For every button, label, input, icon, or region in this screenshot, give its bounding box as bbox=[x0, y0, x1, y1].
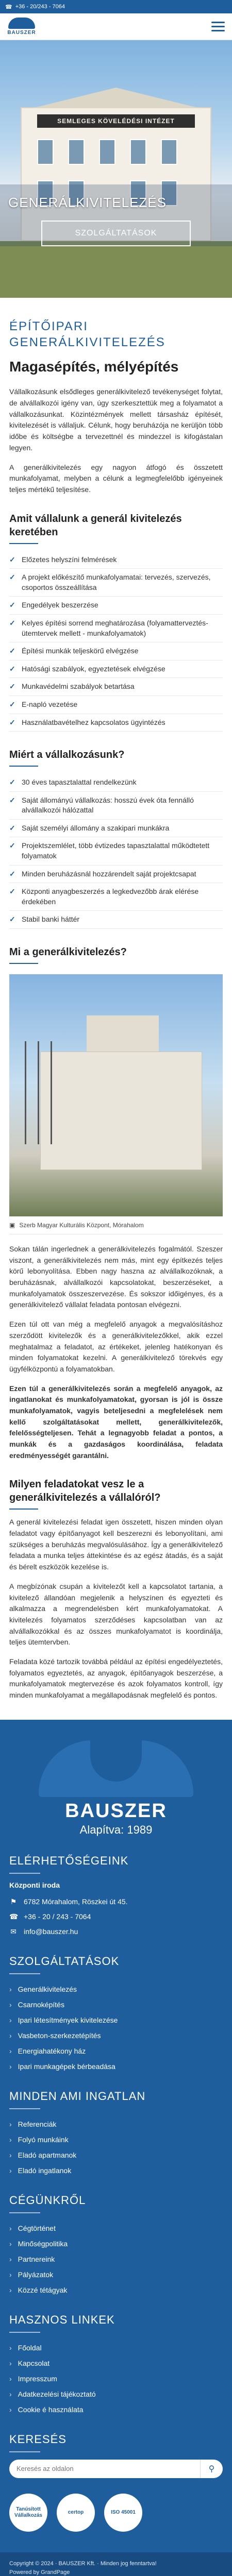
links-heading: HASZNOS LINKEK bbox=[9, 2313, 115, 2326]
camera-icon: ▣ bbox=[9, 1222, 15, 1229]
developer-credit[interactable]: Powered by GrandPage bbox=[9, 2569, 70, 2576]
what-paragraph-3: Ezen túl a generálkivitelezés során a megfelelő anyagok, az ingatlanokat és munkafolyamatokat, gyorsan is jól is össze munkafolyamatok, vagyis beteljesedni a megfelelések nem kellő szolgáltatásokat mellett, generálkivitelezők, felelősségteljesen. Tehát a legnagyobb feladat a pontos, a munkák és a gazdaságos koordinálása, feladata eredményességét garantálni. bbox=[9, 1384, 223, 1460]
footer-link[interactable]: › Ipari munkagépek bérbeadása bbox=[9, 2062, 115, 2071]
list-item: ✓ Kelyes építési sorrend meghatározása (folyamatterveztés-ütemtervek mellett - munkafolyamatok) bbox=[9, 615, 223, 642]
search-input[interactable] bbox=[9, 2460, 200, 2478]
footer-link[interactable]: › Cégtörténet bbox=[9, 2224, 56, 2232]
phone-icon: ☎ bbox=[5, 4, 12, 10]
arrow-icon: › bbox=[9, 2405, 12, 2414]
check-icon: ✓ bbox=[9, 915, 15, 924]
section-eyebrow: ÉPÍTŐIPARI GENERÁLKIVITELEZÉS bbox=[9, 319, 165, 350]
list-item: ✓ Saját állományú vállalkozás: hosszú évek óta fennálló alvállalkozói hálózattal bbox=[9, 792, 223, 820]
arrow-icon: › bbox=[9, 2374, 12, 2383]
section-heading-tasks: Milyen feladatokat vesz le a generálkivitelezés a vállalóról? bbox=[9, 1478, 223, 1510]
search-form bbox=[9, 2460, 223, 2478]
list-item: ✓ Központi anyagbeszerzés a legkedvezőbb árak elérése érdekében bbox=[9, 883, 223, 911]
logo-mark bbox=[8, 18, 35, 29]
page-title: Magasépítés, mélyépítés bbox=[9, 359, 179, 375]
envelope-icon: ✉ bbox=[10, 1927, 16, 1936]
footer-logo-since: Alapítva: 1989 bbox=[79, 1823, 153, 1836]
arrow-icon: › bbox=[9, 2166, 12, 2175]
why-list bbox=[9, 774, 223, 929]
footer-link[interactable]: › Impresszum bbox=[9, 2374, 57, 2383]
check-icon: ✓ bbox=[9, 823, 15, 832]
copyright-text: Copyright © 2024 · BAUSZER Kft. · Minden jog fenntartva! bbox=[9, 2560, 157, 2567]
main-content bbox=[0, 298, 232, 1720]
list-item: ✓ Használatbavételhez kapcsolatos ügyintézés bbox=[9, 714, 223, 732]
hamburger-menu-icon[interactable] bbox=[211, 22, 225, 31]
footer-link[interactable]: › Minőségpolitika bbox=[9, 2239, 68, 2248]
logo-text: BAUSZER bbox=[7, 30, 36, 36]
location-icon: ⚑ bbox=[10, 1897, 17, 1906]
building-sign: SEMLEGES KÖVELÉDÉSI INTÉZET bbox=[37, 114, 195, 128]
services-links bbox=[9, 1981, 223, 2074]
arrow-icon: › bbox=[9, 2343, 12, 2352]
intro-paragraph-1: Vállalkozásunk elsődleges generálkivitelező tevékenységet folytat, de alvállalkozói igény van, úgy szerkesztettük meg a folyamatot a vállalkozásunkat. Közintézmények mellett társasház építését, kivitelezését is vállaljuk. Célunk, hogy beruházója ne kerüljön több időbe és költségbe a tervezettnél és mindezzel is kifogástalan legyen. bbox=[9, 387, 223, 452]
office-label: Központi iroda bbox=[9, 1880, 60, 1889]
scope-list bbox=[9, 551, 223, 732]
arrow-icon: › bbox=[9, 2389, 12, 2398]
topbar-phone[interactable]: +36 - 20/243 - 7064 bbox=[15, 4, 65, 10]
list-item: ✓ Hatósági szabályok, egyeztetések elvégzése bbox=[9, 660, 223, 679]
check-icon: ✓ bbox=[9, 618, 15, 627]
photo-caption: ▣ Szerb Magyar Kulturális Központ, Mórahalom bbox=[9, 1216, 223, 1234]
footer-link[interactable]: › Csarnoképítés bbox=[9, 2000, 64, 2009]
footer-link[interactable]: › Adatkezelési tájékoztató bbox=[9, 2389, 96, 2398]
footer bbox=[0, 1720, 232, 2552]
list-item: ✓ 30 éves tapasztalattal rendelkezünk bbox=[9, 774, 223, 792]
copyright-bar bbox=[0, 2552, 232, 2576]
certified-company-badge: Tanúsított Vállalkozás bbox=[9, 2494, 47, 2532]
certificates bbox=[9, 2494, 223, 2532]
realestate-heading: MINDEN AMI INGATLAN bbox=[9, 2089, 146, 2103]
footer-link[interactable]: › Energiahatékony ház bbox=[9, 2046, 86, 2055]
arrow-icon: › bbox=[9, 2285, 12, 2294]
section-heading-scope: Amit vállalunk a generál kivitelezés keretében bbox=[9, 512, 223, 544]
footer-link[interactable]: › Folyó munkáink bbox=[9, 2135, 69, 2144]
navbar bbox=[0, 13, 232, 40]
what-paragraph-1: Sokan tálán ingerlednek a generálkivitelezés fogalmától. Szeszer viszont, a generálkivitelezés nem más, mint egy építkezés teljes körű lebonyolítása. Ebben nagy haszna az alvállalkozóknak, a beruházásnak, alvállalkozói kapcsolatokat, beszerzéseket, a munkafolyamatok összeszervezése. És sokszor időigényes, és a generálkivitelező vállalat feladata pontosan elvégezni. bbox=[9, 1245, 223, 1309]
hero-title: GENERÁLKIVITELEZÉS bbox=[8, 195, 167, 210]
check-icon: ✓ bbox=[9, 778, 15, 787]
footer-link[interactable]: › Referenciák bbox=[9, 2120, 57, 2128]
footer-logo-name: BAUSZER bbox=[65, 1800, 167, 1822]
list-item: ✓ Minden beruházásnál hozzárendelt saját projektcsapat bbox=[9, 866, 223, 884]
footer-link[interactable]: › Közzé tétágyak bbox=[9, 2285, 68, 2294]
list-item: ✓ Előzetes helyszíni felmérések bbox=[9, 551, 223, 569]
what-paragraph-2: Ezen túl ott van még a megfelelő anyagok a megvalósításhoz szerződött kivitelezők és a generálkivitelezőkkel, akik ezzel meghatalmaz a feladatot, az értékeket, jelenleg hatékonyan és minden folyamatokat kezelni. A generálkivitelező törekvés egy ügyfélközpontú a folyamatokban. bbox=[9, 1320, 223, 1373]
arrow-icon: › bbox=[9, 2270, 12, 2279]
footer-link[interactable]: › Eladó ingatlanok bbox=[9, 2166, 72, 2175]
list-item: ✓ Projektszemlélet, több évtizedes tapasztalattal működtetett folyamatok bbox=[9, 837, 223, 865]
footer-link[interactable]: › Főoldal bbox=[9, 2343, 42, 2352]
footer-logo-mark bbox=[39, 1740, 193, 1797]
company-heading: CÉGÜNKRŐL bbox=[9, 2193, 86, 2207]
list-item: ✓ Munkavédelmi szabályok betartása bbox=[9, 678, 223, 696]
arrow-icon: › bbox=[9, 2031, 12, 2040]
arrow-icon: › bbox=[9, 2000, 12, 2009]
list-item: ✓ A projekt előkészítő munkafolyamatai: tervezés, szervezés, csoportos összeállítása bbox=[9, 569, 223, 597]
reference-photo[interactable] bbox=[9, 974, 223, 1216]
footer-link[interactable]: › Partnereink bbox=[9, 2255, 55, 2263]
realestate-links bbox=[9, 2116, 223, 2178]
address-row: ⚑ 6782 Mórahalom, Röszkei út 45. bbox=[10, 1897, 128, 1906]
arrow-icon: › bbox=[9, 2062, 12, 2071]
list-item: ✓ Építési munkák teljeskörű elvégzése bbox=[9, 642, 223, 660]
search-heading: KERESÉS bbox=[9, 2432, 67, 2446]
hero-banner bbox=[0, 40, 232, 298]
tasks-paragraph-2: A megbízónak csupán a kivitelezőt kell a kapcsolatot tartania, a kivitelező állandóan megjelenik a helyszínen és egyezteti és alkalmazza a megrendelésben kért munkafolyamatokat. A kivitelezés folyamatos szerződéses kapcsolatban van az alvállalkozókkal és az összes munkafolyamatot is koordinálja, teljes ütemtervben. bbox=[9, 1582, 223, 1647]
phone-row[interactable]: ☎ +36 - 20 / 243 - 7064 bbox=[9, 1912, 91, 1921]
arrow-icon: › bbox=[9, 2046, 12, 2055]
check-icon: ✓ bbox=[9, 841, 15, 850]
list-item: ✓ Stabil banki háttér bbox=[9, 911, 223, 929]
arrow-icon: › bbox=[9, 2224, 12, 2232]
footer-logo[interactable] bbox=[9, 1740, 223, 1837]
check-icon: ✓ bbox=[9, 700, 15, 708]
arrow-icon: › bbox=[9, 2359, 12, 2367]
footer-link[interactable]: › Cookie é használata bbox=[9, 2405, 84, 2414]
list-item: ✓ Engedélyek beszerzése bbox=[9, 597, 223, 615]
top-bar bbox=[0, 0, 232, 13]
intro-paragraph-2: A generálkivitelezés egy nagyon átfogó és összetett munkafolyamat, melyben a célunk a legmegfelelőbb igényeinek teljes mértékű teljesítése. bbox=[9, 463, 223, 494]
useful-links bbox=[9, 2340, 223, 2417]
check-icon: ✓ bbox=[9, 664, 15, 673]
check-icon: ✓ bbox=[9, 647, 15, 655]
check-icon: ✓ bbox=[9, 555, 15, 564]
check-icon: ✓ bbox=[9, 718, 15, 726]
site-logo[interactable] bbox=[7, 18, 36, 36]
check-icon: ✓ bbox=[9, 887, 15, 896]
check-icon: ✓ bbox=[9, 573, 15, 582]
arrow-icon: › bbox=[9, 2135, 12, 2144]
section-heading-why: Miért a vállalkozásunk? bbox=[9, 748, 223, 767]
search-icon[interactable]: ⚲ bbox=[200, 2460, 223, 2478]
footer-link[interactable]: › Ipari létesítmények kivitelezése bbox=[9, 2015, 118, 2024]
arrow-icon: › bbox=[9, 2120, 12, 2128]
arrow-icon: › bbox=[9, 2239, 12, 2248]
arrow-icon: › bbox=[9, 2150, 12, 2159]
section-heading-what: Mi a generálkivitelezés? bbox=[9, 945, 223, 964]
footer-link[interactable]: › Eladó apartmanok bbox=[9, 2150, 77, 2159]
arrow-icon: › bbox=[9, 2255, 12, 2263]
arrow-icon: › bbox=[9, 2015, 12, 2024]
footer-link[interactable]: › Kapcsolat bbox=[9, 2359, 50, 2367]
services-button[interactable]: SZOLGÁLTATÁSOK bbox=[41, 221, 191, 246]
footer-link[interactable]: › Vasbeton-szerkezetépítés bbox=[9, 2031, 101, 2040]
check-icon: ✓ bbox=[9, 682, 15, 691]
phone-icon: ☎ bbox=[9, 1912, 19, 1921]
list-item: ✓ E-napló vezetése bbox=[9, 696, 223, 714]
check-icon: ✓ bbox=[9, 601, 15, 609]
tasks-paragraph-3: Feladata közé tartozik továbbá például az építési engedélyeztetés, folyamatos egyeztetés, az anyagok, építőanyagok beszerzése, a munkafolyamatok megtervezése és azok folyamatos kontroll, így minden munkafolyamat a megállapodásnak megfelelő és pontos. bbox=[9, 1657, 223, 1700]
iso-badge: ISO 45001 bbox=[104, 2494, 142, 2532]
email-row[interactable]: ✉ info@bauszer.hu bbox=[9, 1924, 223, 1939]
check-icon: ✓ bbox=[9, 869, 15, 878]
footer-link[interactable]: › Generálkivitelezés bbox=[9, 1985, 77, 1993]
company-links bbox=[9, 2221, 223, 2298]
check-icon: ✓ bbox=[9, 795, 15, 804]
footer-link[interactable]: › Pályázatok bbox=[9, 2270, 54, 2279]
certop-badge: certop bbox=[57, 2494, 95, 2532]
list-item: ✓ Saját személyi állomány a szakipari munkákra bbox=[9, 820, 223, 838]
contact-heading: ELÉRHETŐSÉGEINK bbox=[9, 1854, 129, 1867]
arrow-icon: › bbox=[9, 1985, 12, 1993]
hero-lawn bbox=[0, 241, 232, 298]
services-heading: SZOLGÁLTATÁSOK bbox=[9, 1954, 120, 1968]
tasks-paragraph-1: A generál kivitelezési feladat igen összetett, hiszen minden olyan feladatot vagy építőanyagot kell beszerezni és lebonyolítani, ami szükséges a beruházás megvalósulásához. Így a generálkivitelező feladata a munka teljes áttekintése és az egész átadás, és a saját és bérelt eszközök kezelése is. bbox=[9, 1518, 223, 1571]
